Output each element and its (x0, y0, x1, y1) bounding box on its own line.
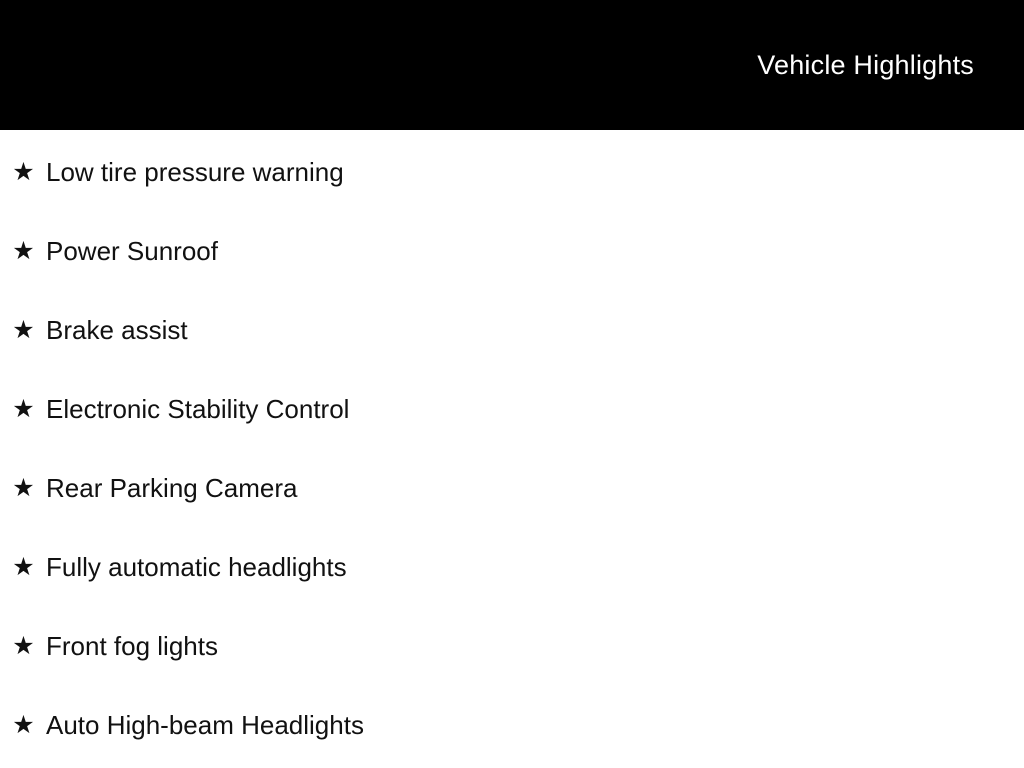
star-icon: ★ (12, 474, 35, 502)
feature-label: Auto High-beam Headlights (46, 709, 364, 740)
feature-label: Low tire pressure warning (46, 156, 344, 187)
list-item (0, 449, 1024, 528)
feature-label: Power Sunroof (46, 235, 218, 266)
list-item (0, 528, 1024, 607)
header-bar (0, 0, 1024, 130)
list-item (0, 607, 1024, 686)
list-item (0, 212, 1024, 291)
feature-label: Brake assist (46, 314, 188, 345)
list-item (0, 133, 1024, 212)
page-title: Vehicle Highlights (757, 49, 974, 80)
feature-label: Rear Parking Camera (46, 472, 298, 503)
list-item (0, 686, 1024, 765)
star-icon: ★ (12, 632, 35, 660)
feature-list (0, 130, 1024, 765)
star-icon: ★ (12, 158, 35, 186)
star-icon: ★ (12, 711, 35, 739)
feature-label: Electronic Stability Control (46, 393, 350, 424)
list-item (0, 370, 1024, 449)
star-icon: ★ (12, 553, 35, 581)
star-icon: ★ (12, 316, 35, 344)
feature-label: Fully automatic headlights (46, 551, 347, 582)
list-item (0, 291, 1024, 370)
feature-label: Front fog lights (46, 630, 218, 661)
star-icon: ★ (12, 395, 35, 423)
star-icon: ★ (12, 237, 35, 265)
